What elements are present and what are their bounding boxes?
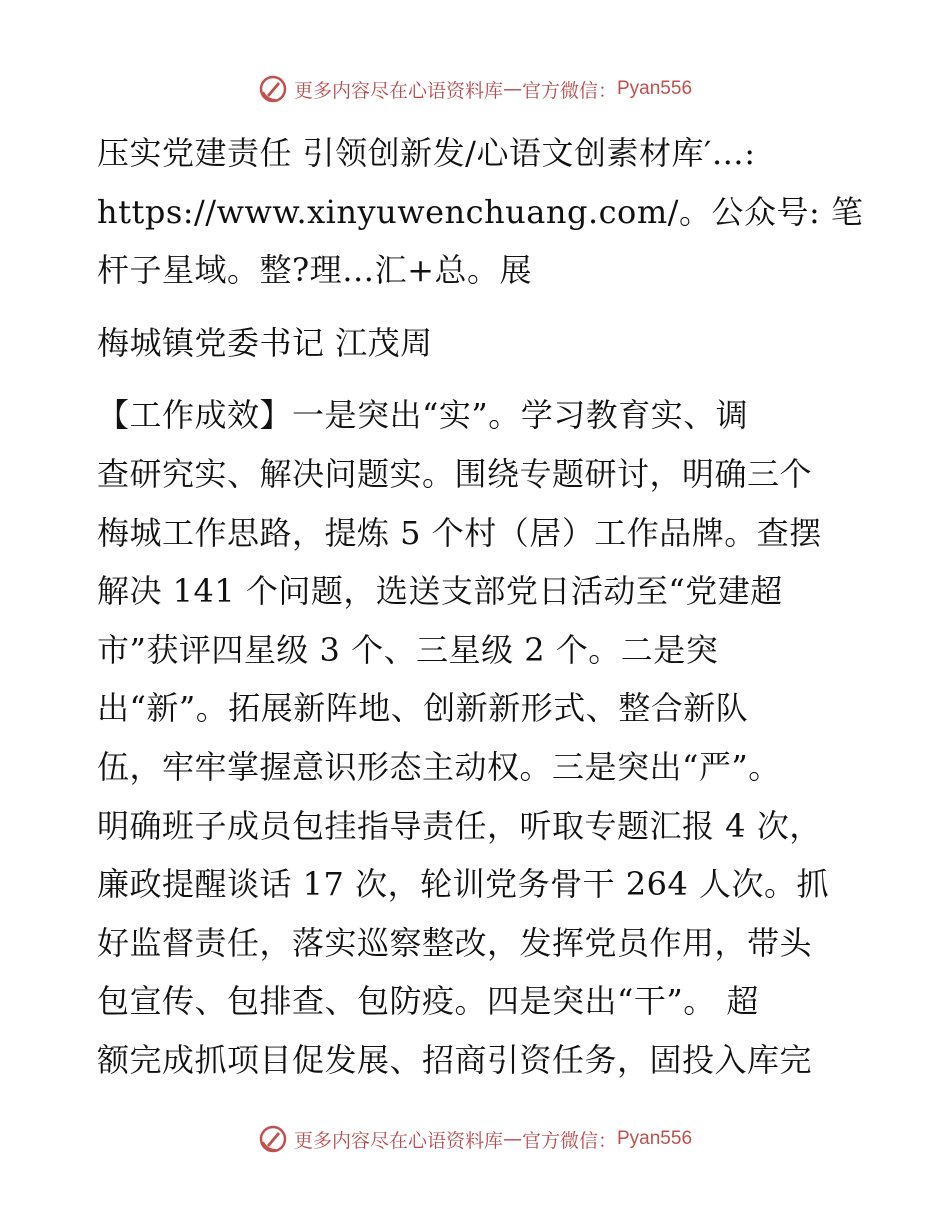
body-line: 廉政提醒谈话 17 次，轮训党务骨干 264 人次。抓 — [97, 865, 829, 904]
header-banner — [0, 74, 950, 104]
body-line: 查研究实、解决问题实。围绕专题研讨，明确三个 — [97, 454, 813, 493]
body-line: 梅城工作思路，提炼 5 个村（居）工作品牌。查摆 — [97, 513, 822, 552]
body-line: 额完成抓项目促发展、招商引资任务，固投入库完 — [97, 1040, 813, 1079]
banner-main-text: 更多内容尽在心语资料库 — [293, 1129, 503, 1152]
banner-wechat-label: 官方微信： — [521, 1129, 617, 1152]
banner-main-text: 更多内容尽在心语资料库 — [293, 79, 503, 102]
document-body — [97, 124, 864, 1090]
body-line: 明确班子成员包挂指导责任，听取专题汇报 4 次， — [97, 806, 822, 845]
quill-logo-icon — [258, 1124, 288, 1154]
body-line: 【工作成效】一是突出“实”。学习教育实、调 — [97, 396, 749, 435]
body-line: 包宣传、包排查、包防疫。四是突出“干”。 超 — [97, 982, 759, 1021]
body-line: 伍，牢牢掌握意识形态主动权。三是突出“严”。 — [97, 747, 781, 786]
banner-wechat-label: 官方微信： — [521, 79, 617, 102]
banner-wechat-id: Pyan556 — [617, 1128, 693, 1149]
quill-logo-icon — [258, 74, 288, 104]
banner-separator: — — [502, 1128, 522, 1150]
title-line: https://www.xinyuwenchuang.com/。公众号: 笔 — [97, 192, 864, 231]
body-line: 好监督责任，落实巡察整改，发挥党员作用，带头 — [97, 923, 813, 962]
author-line: 梅城镇党委书记 江茂周 — [97, 323, 433, 362]
banner-wechat-id: Pyan556 — [617, 78, 693, 99]
body-line: 解决 141 个问题，选送支部党日活动至“党建超 — [97, 572, 783, 611]
body-line: 市”获评四星级 3 个、三星级 2 个。二是突 — [97, 630, 719, 669]
body-line: 出“新”。拓展新阵地、创新新形式、整合新队 — [97, 689, 749, 728]
footer-banner — [0, 1124, 950, 1154]
title-line: 杆子星域。整?理…汇+总。展 — [97, 251, 532, 290]
banner-separator: — — [502, 78, 522, 100]
title-line: 压实党建责任 引领创新发/心语文创素材库′…: — [97, 134, 756, 172]
